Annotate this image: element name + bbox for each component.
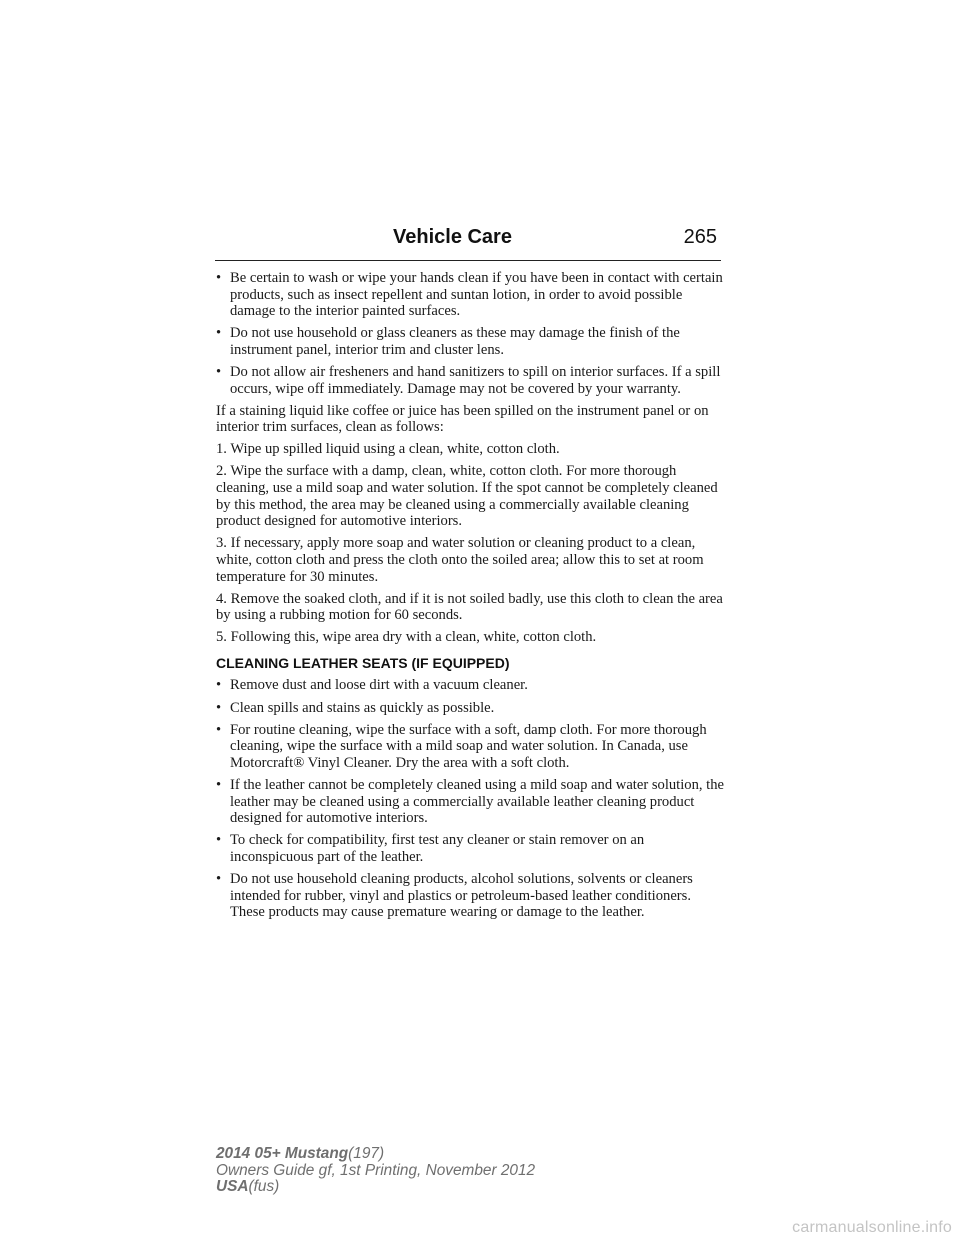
bullet-marker: •	[216, 870, 222, 887]
bullet-marker: •	[216, 325, 222, 342]
bullet-text: Be certain to wash or wipe your hands clean if you have been in contact with certain products, such as insect repellent and suntan lotion, in order to avoid possible damage to the interior painted surfaces.	[230, 270, 723, 320]
bullet-text: Clean spills and stains as quickly as possible.	[230, 699, 495, 716]
step-3: 3. If necessary, apply more soap and water solution or cleaning product to a clean, white, cotton cloth and press the cloth onto the soiled area; allow this to set at room temperature for 30 minutes.	[216, 535, 704, 585]
footer-line-3	[216, 1179, 535, 1196]
list-item	[216, 364, 724, 397]
list-item	[216, 722, 724, 772]
leather-section-heading: CLEANING LEATHER SEATS (IF EQUIPPED)	[216, 654, 510, 671]
bullet-marker: •	[216, 776, 222, 793]
list-item	[216, 677, 724, 694]
footer-page-code: (197)	[348, 1145, 385, 1162]
page-number: 265	[683, 226, 717, 248]
bullet-text: Do not allow air fresheners and hand sanitizers to spill on interior surfaces. If a spill occurs, wipe off immediately. Damage may not be covered by your warranty.	[230, 363, 721, 397]
bullet-text: Do not use household cleaning products, alcohol solutions, solvents or cleaners intended for rubber, vinyl and plastics or petroleum-based leather conditioners. These products may cause premature wearing or damage to the leather.	[230, 870, 693, 921]
list-item	[216, 777, 724, 827]
document-footer	[216, 1146, 535, 1196]
bullet-marker: •	[216, 832, 222, 849]
bullet-marker: •	[216, 677, 222, 694]
footer-market-code: (fus)	[248, 1178, 280, 1195]
step-5: 5. Following this, wipe area dry with a clean, white, cotton cloth.	[216, 629, 597, 646]
list-item	[216, 700, 724, 717]
bullet-marker: •	[216, 721, 222, 738]
watermark-text: carmanualsonline.info	[792, 1219, 952, 1236]
bullet-marker: •	[216, 699, 222, 716]
bullet-text: If the leather cannot be completely cleaned using a mild soap and water solution, the leather may be cleaned using a commercially available leather cleaning product designed for automotive interiors.	[230, 776, 724, 827]
bullet-text: Remove dust and loose dirt with a vacuum cleaner.	[230, 677, 528, 694]
bullet-marker: •	[216, 270, 222, 286]
step-4: 4. Remove the soaked cloth, and if it is not soiled badly, use this cloth to clean the area by using a rubbing motion for 60 seconds.	[216, 590, 723, 624]
section-title: Vehicle Care	[393, 226, 512, 248]
footer-market: USA	[216, 1178, 249, 1195]
footer-model: 2014 05+ Mustang	[216, 1145, 349, 1162]
list-item	[216, 832, 724, 865]
page-content	[216, 270, 724, 926]
list-item	[216, 325, 724, 358]
bullet-text: Do not use household or glass cleaners as these may damage the finish of the instrument panel, interior trim and cluster lens.	[230, 325, 680, 358]
bullet-marker: •	[216, 363, 222, 380]
page-header	[215, 226, 721, 261]
list-item	[216, 270, 724, 320]
step-2: 2. Wipe the surface with a damp, clean, white, cotton cloth. For more thorough cleaning, use a mild soap and water solution. If the spot cannot be completely cleaned by this method, the area may be cleaned using a commercially available cleaning product designed for automotive interiors.	[216, 463, 718, 530]
stain-intro-paragraph: If a staining liquid like coffee or juice has been spilled on the instrument panel or on interior trim surfaces, clean as follows:	[216, 402, 709, 436]
bullet-text: To check for compatibility, first test any cleaner or stain remover on an inconspicuous part of the leather.	[230, 832, 645, 865]
step-1: 1. Wipe up spilled liquid using a clean, white, cotton cloth.	[216, 441, 560, 458]
footer-line-2: Owners Guide gf, 1st Printing, November 2012	[216, 1161, 536, 1179]
bullet-text: For routine cleaning, wipe the surface with a soft, damp cloth. For more thorough cleaning, wipe the surface with a mild soap and water solution. In Canada, use Motorcraft® Vinyl Cleaner. Dry the area with a soft cloth.	[230, 721, 707, 771]
footer-line-1	[216, 1146, 535, 1163]
list-item	[216, 871, 724, 921]
